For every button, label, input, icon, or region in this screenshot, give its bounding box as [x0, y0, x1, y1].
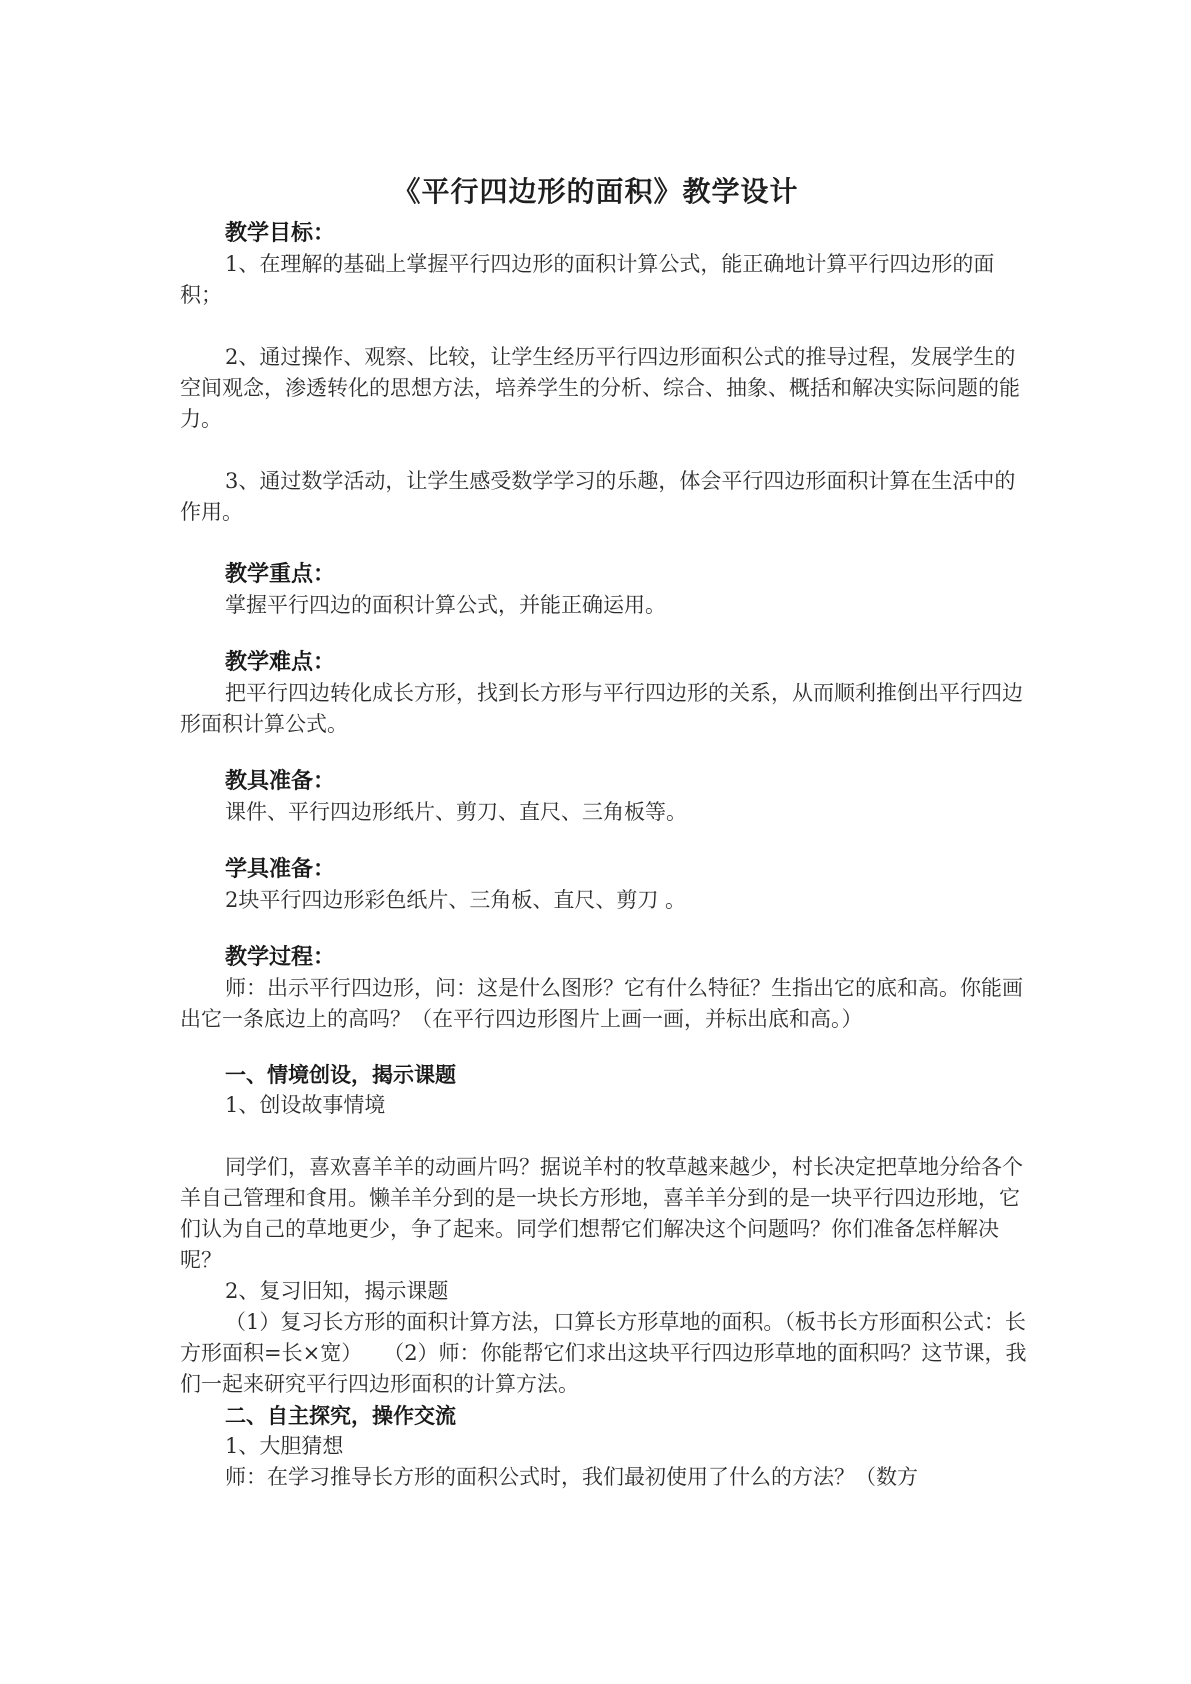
- section-2-text: 师：在学习推导长方形的面积公式时，我们最初使用了什么的方法？（数方: [225, 1465, 918, 1489]
- objectives-heading: 教学目标：: [225, 220, 336, 246]
- section-1-story: 同学们，喜欢喜羊羊的动画片吗？据说羊村的牧草越来越少，村长决定把草地分给各个羊自己管理和食用。懒羊羊分到的是一块长方形地，喜羊羊分到的是一块平行四边形地，它们认为自己的草地更少，争了起来。同学们想帮它们解决这个问题吗？你们准备怎样解决呢？: [180, 1155, 1023, 1272]
- teacher-tools-text: 课件、平行四边形纸片、剪刀、直尺、三角板等。: [225, 800, 687, 824]
- section-1-item-1: 1、创设故事情境: [225, 1093, 386, 1117]
- process-heading: 教学过程：: [225, 944, 336, 970]
- section-2-title: 二、自主探究，操作交流: [225, 1403, 456, 1428]
- document-title: 《平行四边形的面积》教学设计: [392, 175, 799, 208]
- key-point-heading: 教学重点：: [225, 561, 336, 587]
- student-tools-heading: 学具准备：: [225, 856, 336, 882]
- section-1-review: （1）复习长方形的面积计算方法，口算长方形草地的面积。（板书长方形面积公式：长方形面积=长×宽） （2）师：你能帮它们求出这块平行四边形草地的面积吗？这节课，我们一起来研究平行四边形面积的计算方法。: [180, 1310, 1027, 1396]
- document-body: [180, 218, 1030, 1493]
- objective-item-2: 2、通过操作、观察、比较，让学生经历平行四边形面积公式的推导过程，发展学生的空间观念，渗透转化的思想方法，培养学生的分析、综合、抽象、概括和解决实际问题的能力。: [180, 345, 1020, 431]
- teacher-tools-heading: 教具准备：: [225, 768, 336, 794]
- key-point-text: 掌握平行四边的面积计算公式，并能正确运用。: [225, 593, 666, 617]
- objective-item-3: 3、通过数学活动，让学生感受数学学习的乐趣，体会平行四边形面积计算在生活中的作用。: [180, 469, 1016, 524]
- section-1-title: 一、情境创设，揭示课题: [225, 1062, 456, 1087]
- section-1-item-2: 2、复习旧知，揭示课题: [225, 1279, 449, 1303]
- difficulty-text: 把平行四边转化成长方形，找到长方形与平行四边形的关系，从而顺利推倒出平行四边形面积计算公式。: [180, 681, 1023, 736]
- difficulty-heading: 教学难点：: [225, 649, 336, 675]
- objective-item-1: 1、在理解的基础上掌握平行四边形的面积计算公式，能正确地计算平行四边形的面积；: [180, 252, 995, 307]
- student-tools-text: 2块平行四边形彩色纸片、三角板、直尺、剪刀 。: [225, 888, 687, 912]
- section-2-item-1: 1、大胆猜想: [225, 1434, 344, 1458]
- process-intro: 师：出示平行四边形，问：这是什么图形？它有什么特征？生指出它的底和高。你能画出它一条底边上的高吗？（在平行四边形图片上画一画，并标出底和高。）: [180, 976, 1023, 1031]
